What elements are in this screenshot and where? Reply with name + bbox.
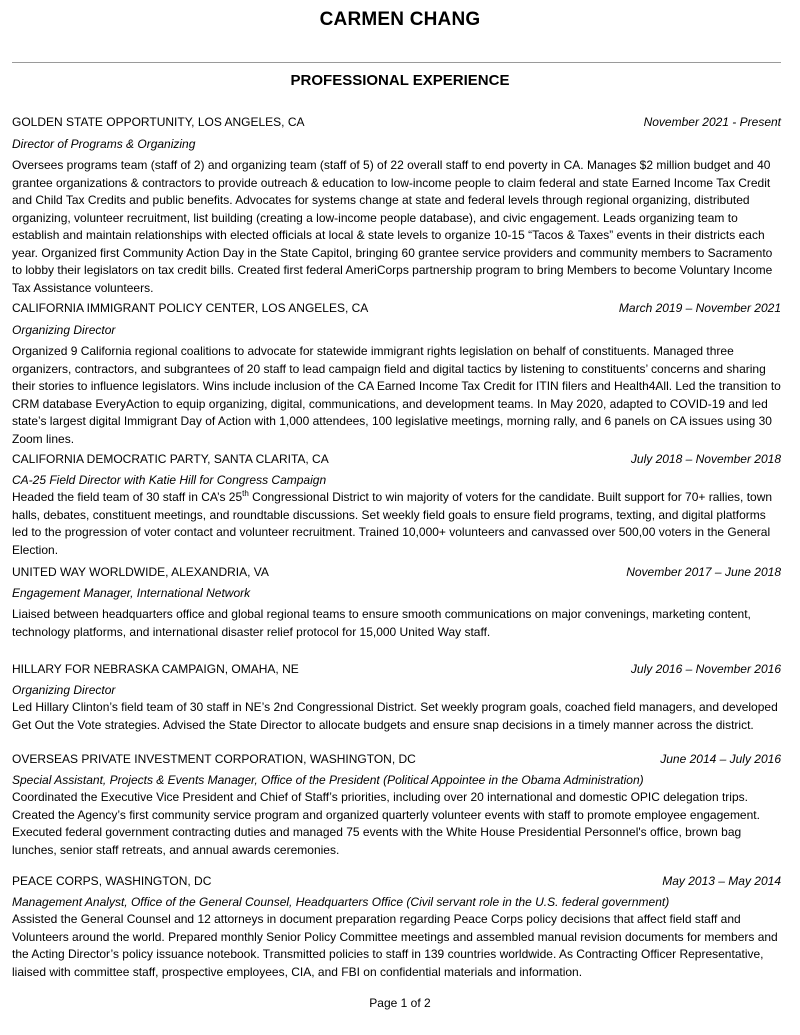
job-role: CA-25 Field Director with Katie Hill for Congress Campaign — [12, 472, 327, 487]
job-role: Special Assistant, Projects & Events Manager, Office of the President (Political Appointee in the Obama Administration) — [12, 772, 644, 787]
job-dates: November 2021 - Present — [643, 115, 781, 129]
job-organization: HILLARY FOR NEBRASKA CAMPAIGN, OMAHA, NE — [12, 662, 299, 676]
job-entry — [12, 114, 781, 297]
job-description: Organized 9 California regional coalitions to advocate for statewide immigrant rights legislation on behalf of constituents. Managed three organizers, contractors, and subgrantees of 20 staff to lead campaign field and digital tactics by listening to constituents’ concerns and sharing their stories to influence legislators. Wins include inclusion of the CA Earned Income Tax Credit for ITIN filers and Health4All. Led the transition to CRM database EveryAction to equip organizing, digital, communications, and development teams. In May 2020, adapted to COVID-19 and led state’s largest digital Immigrant Day of Action with 1,000 attendees, 100 legislative meetings, morning rally, and 6 panels on CA issues using 30 Zoom lines. — [12, 344, 781, 446]
job-entry — [12, 451, 781, 559]
job-organization: CALIFORNIA DEMOCRATIC PARTY, SANTA CLARITA, CA — [12, 452, 329, 466]
job-description: Liaised between headquarters office and global regional teams to ensure smooth communications on major convenings, marketing content, technology platforms, and international disaster relief protocol for 15,000 United Way staff. — [12, 607, 751, 639]
job-dates: June 2014 – July 2016 — [660, 752, 781, 766]
job-description-part: Congressional District to win majority of voters for the candidate. Built support for 70+ rallies, town halls, debates, constituent meetings, and roundtable discussions. Set weekly field goals to ensure field programs, texting, and digital platforms led to the progression of voter contact and volunteer recruitment. Trained 10,000+ volunteers and canvassed over 500,00 voters in the General Election. — [12, 490, 773, 557]
job-role: Management Analyst, Office of the General Counsel, Headquarters Office (Civil servant role in the U.S. federal government) — [12, 894, 670, 909]
job-dates: July 2016 – November 2016 — [630, 662, 781, 676]
job-description-part: Headed the field team of 30 staff in CA’s 25 — [12, 490, 243, 504]
job-dates: July 2018 – November 2018 — [630, 452, 781, 466]
job-entry — [12, 751, 781, 859]
header-divider — [12, 62, 781, 63]
job-entry — [12, 564, 781, 641]
job-role: Engagement Manager, International Network — [12, 585, 251, 600]
job-dates: March 2019 – November 2021 — [618, 301, 781, 315]
ordinal-suffix: th — [242, 489, 249, 498]
page-number: Page 1 of 2 — [369, 996, 431, 1010]
job-organization: OVERSEAS PRIVATE INVESTMENT CORPORATION, WASHINGTON, DC — [12, 752, 416, 766]
job-organization: CALIFORNIA IMMIGRANT POLICY CENTER, LOS ANGELES, CA — [12, 301, 369, 315]
job-dates: November 2017 – June 2018 — [626, 565, 781, 579]
job-entry — [12, 873, 781, 981]
job-role: Director of Programs & Organizing — [12, 136, 196, 151]
job-description: Oversees programs team (staff of 2) and organizing team (staff of 5) of 22 overall staff to end poverty in CA. Manages $2 million budget and 40 grantee organizations & contractors to provide outreach & education to low-income people to claim federal and state Earned Income Tax Credit and Child Tax Credits and public benefits. Advocates for systems change at state and federal levels through regional organizing, distributed organizing, volunteer recruitment, list building (creating a low-income people database), and civic engagement. Leads organizing team to establish and maintain relationships with elected officials at local & state levels to organize 10-15 “Tacos & Taxes” events in their districts each year. Organized first Community Action Day in the State Capitol, bringing 60 grantee service providers and community members to Sacramento to lobby their legislators on tax credit bills. Created first federal AmeriCorps partnership program to bring Members to become Voluntary Income Tax Assistance volunteers. — [12, 158, 773, 295]
job-entry — [12, 300, 781, 448]
job-dates: May 2013 – May 2014 — [662, 874, 781, 888]
job-entry — [12, 661, 781, 734]
job-organization: PEACE CORPS, WASHINGTON, DC — [12, 874, 212, 888]
job-role: Organizing Director — [12, 322, 116, 337]
candidate-name: CARMEN CHANG — [319, 9, 481, 30]
job-organization: GOLDEN STATE OPPORTUNITY, LOS ANGELES, CA — [12, 115, 305, 129]
job-role: Organizing Director — [12, 682, 116, 697]
job-description: Assisted the General Counsel and 12 attorneys in document preparation regarding Peace Corps policy decisions that affect field staff and Volunteers around the world. Prepared monthly Senior Policy Committee meetings and assembled manual revision documents for members and the Acting Director’s policy issuance notebook. Transmitted policies to staff in 139 countries worldwide. As Contracting Officer Representative, liaised with committee staff, prospective employees, CIA, and FBI on confidential materials and information. — [12, 912, 778, 979]
job-description — [12, 489, 781, 559]
job-description: Coordinated the Executive Vice President and Chief of Staff’s priorities, including over 20 international and domestic OPIC delegation trips. Created the Agency’s first community service program and organized quarterly volunteer events with staff to promote employee engagement. Executed federal government contracting duties and managed 75 events with the White House Presidential Personnel's office, brown bag lunches, senior staff retreats, and annual awards ceremonies. — [12, 790, 760, 857]
job-organization: UNITED WAY WORLDWIDE, ALEXANDRIA, VA — [12, 565, 269, 579]
section-title: PROFESSIONAL EXPERIENCE — [290, 72, 510, 89]
job-description: Led Hillary Clinton’s field team of 30 staff in NE’s 2nd Congressional District. Set weekly program goals, coached field managers, and developed Get Out the Vote strategies. Advised the State Director to allocate budgets and ensure snap decisions in a timely manner across the district. — [12, 700, 778, 732]
